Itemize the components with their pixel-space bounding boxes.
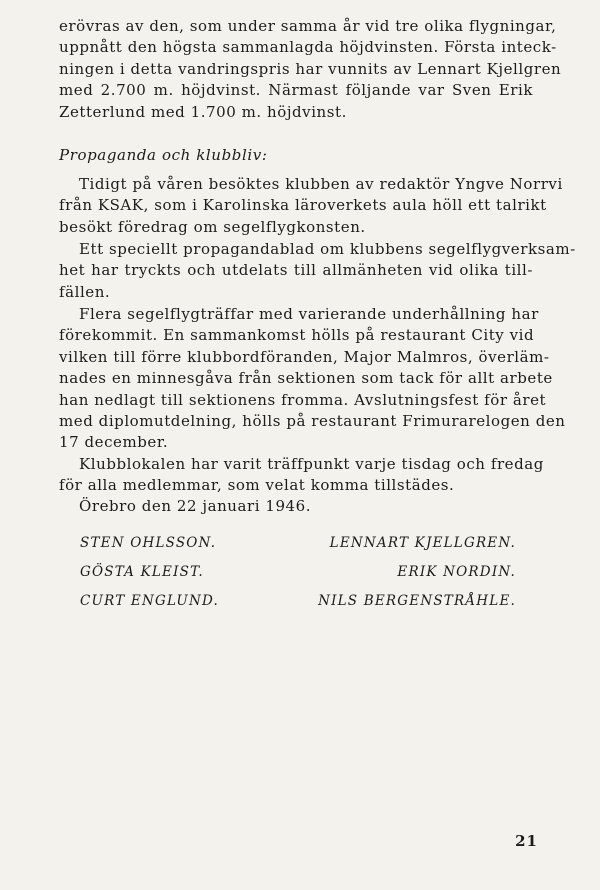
text-line: Ett speciellt propagandablad om klubbens segelflygverksam- bbox=[79, 240, 576, 258]
text-line: fällen. bbox=[59, 282, 111, 301]
paragraph-visit bbox=[59, 174, 563, 238]
text-line: förekommit. En sammankomst hölls på restaurant City vid bbox=[59, 326, 535, 345]
text-line: för alla medlemmar, som velat komma tillstädes. bbox=[59, 476, 455, 495]
text-line: nades en minnesgåva från sektionen som tack för allt arbete bbox=[59, 369, 553, 388]
text-line: het har tryckts och utdelats till allmänheten vid olika till- bbox=[59, 261, 533, 280]
signature-left-3: CURT ENGLUND. bbox=[80, 593, 220, 609]
text-line: Zetterlund med 1.700 m. höjdvinst. bbox=[59, 102, 347, 121]
text-line: 17 december. bbox=[59, 433, 169, 452]
text-line: uppnått den högsta sammanlagda höjdvinsten. Första inteck- bbox=[59, 38, 557, 57]
text-line: erövras av den, som under samma år vid tre olika flygningar, bbox=[59, 17, 557, 35]
text-line: med diplomutdelning, hölls på restaurant Frimurarelogen den bbox=[59, 412, 566, 431]
text-line: besökt föredrag om segelflygkonsten. bbox=[59, 217, 366, 236]
signature-left-1: STEN OHLSSON. bbox=[80, 535, 217, 551]
signature-right-3: NILS BERGENSTRÅHLE. bbox=[318, 593, 516, 609]
dateline: Örebro den 22 januari 1946. bbox=[79, 497, 312, 515]
signature-left-2: GÖSTA KLEIST. bbox=[80, 564, 204, 580]
text-line: Tidigt på våren besöktes klubben av redaktör Yngve Norrvi bbox=[79, 175, 563, 193]
text-line: Klubblokalen har varit träffpunkt varje tisdag och fredag bbox=[79, 455, 544, 473]
paragraph-propaganda-leaflet bbox=[59, 239, 576, 303]
text-line: vilken till förre klubbordföranden, Major Malmros, överläm- bbox=[59, 347, 550, 366]
intro-paragraph bbox=[59, 16, 562, 123]
page-number: 21 bbox=[515, 832, 538, 850]
signature-right-2: ERIK NORDIN. bbox=[397, 564, 516, 580]
signature-right-1: LENNART KJELLGREN. bbox=[329, 535, 516, 551]
text-line: ningen i detta vandringspris har vunnits av Lennart Kjellgren bbox=[59, 59, 562, 78]
paragraph-club-room bbox=[59, 454, 544, 497]
text-line: han nedlagt till sektionens fromma. Avslutningsfest för året bbox=[59, 390, 547, 409]
paragraph-meetings bbox=[59, 304, 566, 454]
section-heading: Propaganda och klubbliv: bbox=[59, 146, 268, 164]
text-line: Flera segelflygträffar med varierande underhållning har bbox=[79, 305, 539, 323]
text-line: från KSAK, som i Karolinska läroverkets aula höll ett talrikt bbox=[59, 196, 547, 215]
text-line: med 2.700 m. höjdvinst. Närmast följande var Sven Erik bbox=[59, 81, 533, 100]
